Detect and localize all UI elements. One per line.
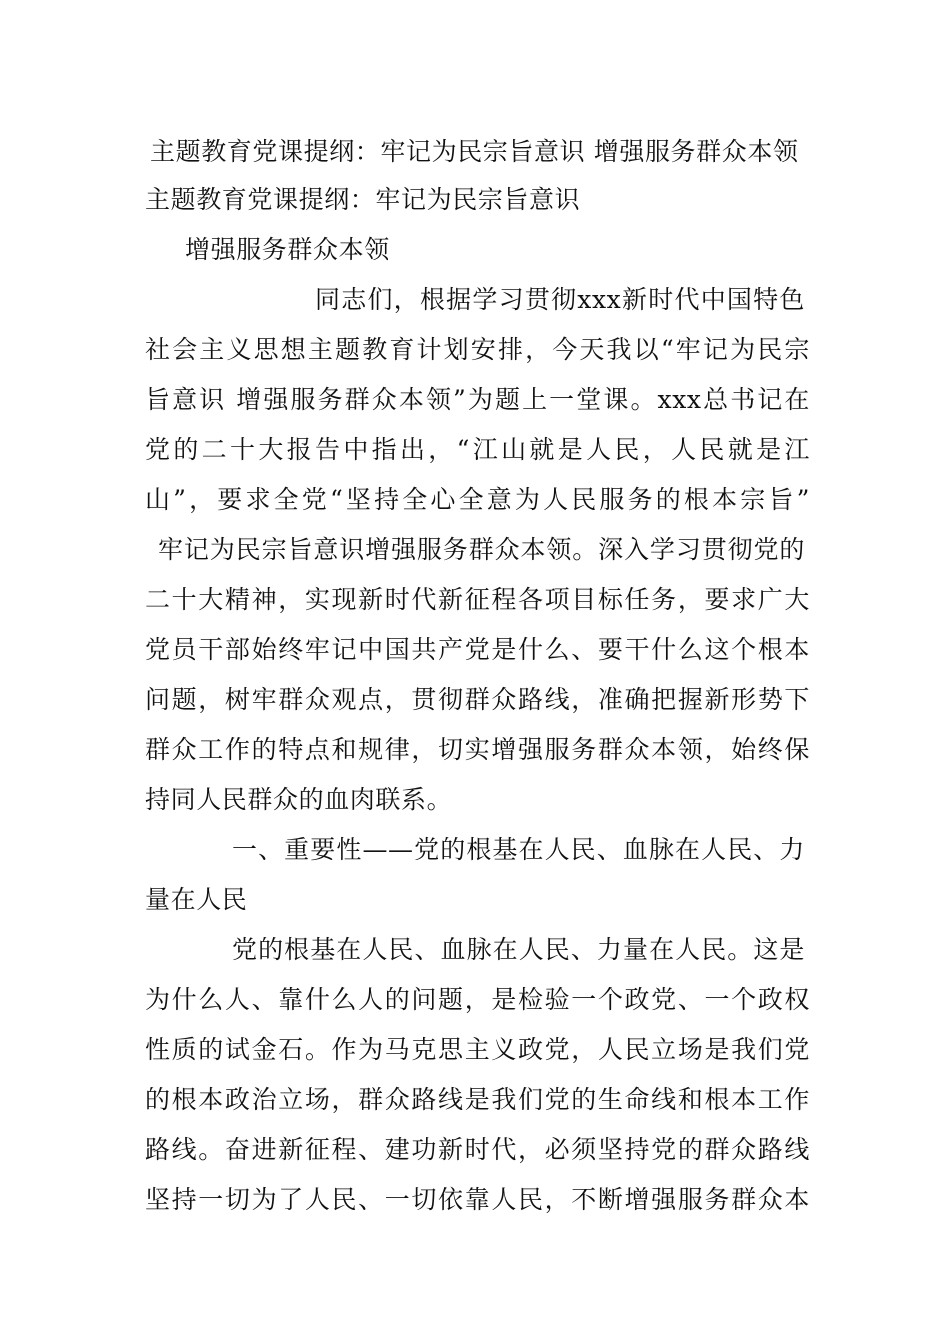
paragraph-line: 党的二十大报告中指出，“江山就是人民，人民就是江	[145, 435, 810, 464]
paragraph-line: 党的根基在人民、血脉在人民、力量在人民。这是	[232, 935, 805, 964]
paragraph-line: 群众工作的特点和规律，切实增强服务群众本领，始终保	[145, 735, 810, 764]
paragraph-line: 旨意识 增强服务群众本领”为题上一堂课。xxx总书记在	[145, 385, 810, 414]
paragraph-line: 持同人民群众的血肉联系。	[145, 785, 453, 814]
paragraph-line: 的根本政治立场，群众路线是我们党的生命线和根本工作	[145, 1085, 810, 1114]
section-heading: 一、重要性——党的根基在人民、血脉在人民、力	[232, 835, 805, 864]
paragraph-line: 牢记为民宗旨意识增强服务群众本领。深入学习贯彻党的	[158, 535, 805, 564]
paragraph-line: 二十大精神，实现新时代新征程各项目标任务，要求广大	[145, 585, 810, 614]
paragraph-line: 性质的试金石。作为马克思主义政党，人民立场是我们党	[145, 1035, 810, 1064]
paragraph-line: 党员干部始终牢记中国共产党是什么、要干什么这个根本	[145, 635, 810, 664]
document-subtitle-2: 增强服务群众本领	[185, 235, 390, 264]
paragraph-line: 路线。奋进新征程、建功新时代，必须坚持党的群众路线	[145, 1135, 810, 1164]
document-subtitle-1: 主题教育党课提纲：牢记为民宗旨意识	[145, 185, 581, 214]
paragraph-line: 社会主义思想主题教育计划安排，今天我以“牢记为民宗	[145, 335, 810, 364]
paragraph-line: 问题，树牢群众观点，贯彻群众路线，准确把握新形势下	[145, 685, 810, 714]
section-heading: 量在人民	[145, 885, 248, 914]
paragraph-line: 山”，要求全党“坚持全心全意为人民服务的根本宗旨”	[145, 485, 810, 514]
paragraph-line: 为什么人、靠什么人的问题，是检验一个政党、一个政权	[145, 985, 810, 1014]
paragraph-line: 同志们，根据学习贯彻xxx新时代中国特色	[315, 285, 805, 314]
paragraph-line: 坚持一切为了人民、一切依靠人民，不断增强服务群众本	[145, 1185, 810, 1214]
document-title: 主题教育党课提纲：牢记为民宗旨意识 增强服务群众本领	[150, 137, 799, 166]
